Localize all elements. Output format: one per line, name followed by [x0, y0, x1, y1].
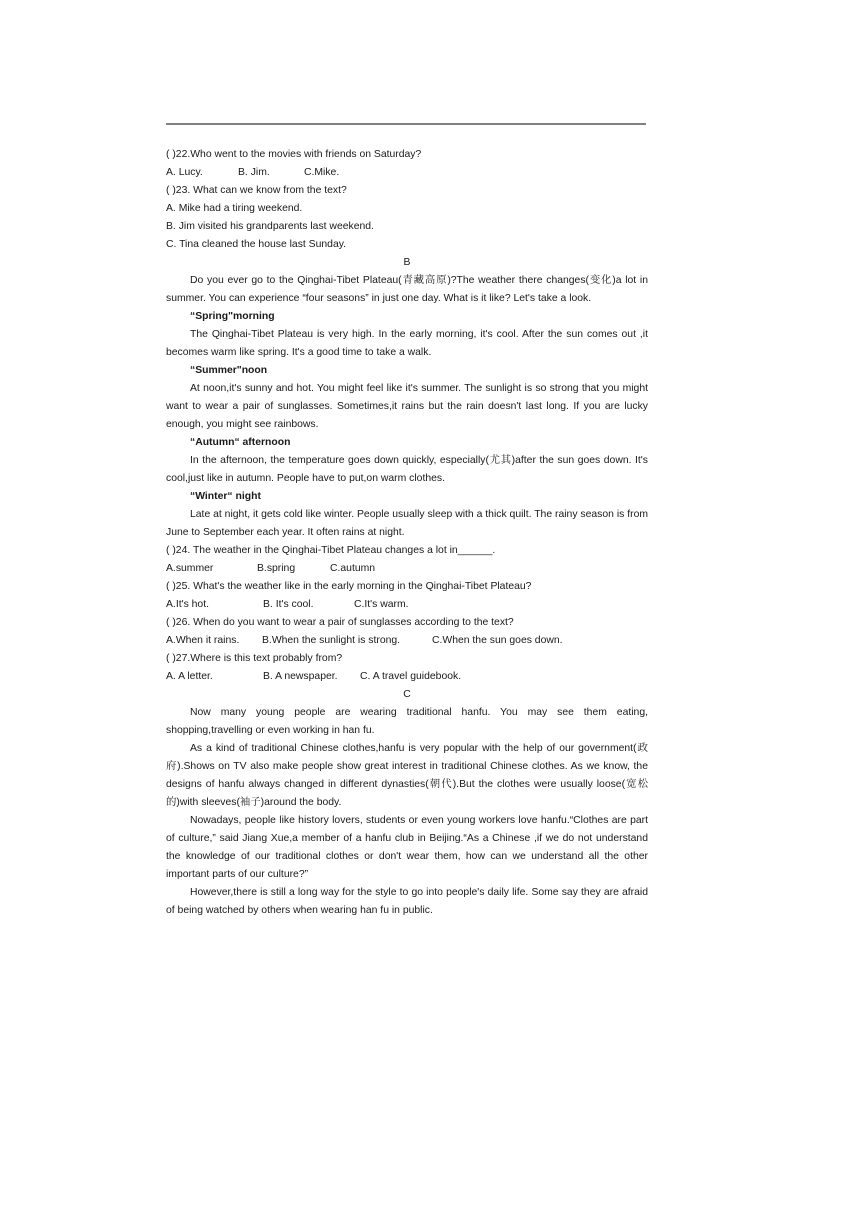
option-a: A.When it rains. — [166, 635, 240, 646]
option-a: A.summer — [166, 563, 214, 574]
header-rule — [166, 123, 646, 125]
option-a: A. A letter. — [166, 671, 213, 682]
question-23-option-a: A. Mike had a tiring weekend. — [166, 203, 303, 214]
option-a: A. Lucy. — [166, 167, 203, 178]
question-27-stem: ( )27.Where is this text probably from? — [166, 653, 343, 664]
question-23-option-c: C. Tina cleaned the house last Sunday. — [166, 239, 347, 250]
option-b: B.When the sunlight is strong. — [262, 635, 401, 646]
option-c: C.Mike. — [304, 167, 340, 178]
section-b-label: B — [403, 257, 411, 268]
section-c-label: C — [403, 689, 411, 700]
option-c: C.autumn — [330, 563, 376, 574]
option-b: B. A newspaper. — [263, 671, 338, 682]
autumn-paragraph: In the afternoon, the temperature goes down quickly, especially(尤其)after the sun goes down. It's cool,just like in autumn. People have to put,on warm clothes. — [166, 455, 648, 484]
question-26-options — [166, 632, 648, 650]
autumn-heading: “Autumn“ afternoon — [190, 437, 291, 448]
section-c-paragraph-3: Nowadays, people like history lovers, students or even young workers love hanfu.“Clothes are part of culture,” said Jiang Xue,a member of a hanfu club in Beijing.“As a Chinese ,if we do not understand the knowledge of our traditional clothes or don't wear them, how can we understand all the other important parts of our culture?” — [166, 815, 648, 880]
option-c: C.When the sun goes down. — [432, 635, 563, 646]
option-b: B.spring — [257, 563, 296, 574]
summer-paragraph: At noon,it's sunny and hot. You might feel like it's summer. The sunlight is so strong that you might want to wear a pair of sunglasses. Sometimes,it rains but the rain doesn't last long. If you are lucky enough, you might see rainbows. — [166, 383, 648, 430]
section-b-intro: Do you ever go to the Qinghai-Tibet Plateau(青藏高原)?The weather there changes(变化)a lot in summer. You can experience “four seasons” in just one day. What is it like? Let's take a look. — [166, 275, 648, 304]
question-23-stem: ( )23. What can we know from the text? — [166, 185, 347, 196]
option-c: C. A travel guidebook. — [360, 671, 462, 682]
question-26-stem: ( )26. When do you want to wear a pair of sunglasses according to the text? — [166, 617, 514, 628]
spring-heading: “Spring"morning — [190, 311, 275, 322]
section-c-paragraph-1: Now many young people are wearing traditional hanfu. You may see them eating, shopping,travelling or even working in han fu. — [166, 707, 648, 736]
option-c: C.It's warm. — [354, 599, 409, 610]
question-25-options — [166, 596, 648, 614]
winter-paragraph: Late at night, it gets cold like winter. People usually sleep with a thick quilt. The rainy season is from June to September each year. It often rains at night. — [166, 509, 648, 538]
option-a: A.It's hot. — [166, 599, 209, 610]
question-23-option-b: B. Jim visited his grandparents last weekend. — [166, 221, 374, 232]
question-22-stem: ( )22.Who went to the movies with friends on Saturday? — [166, 149, 422, 160]
question-27-options — [166, 668, 648, 686]
question-24-options — [166, 560, 648, 578]
spring-paragraph: The Qinghai-Tibet Plateau is very high. In the early morning, it's cool. After the sun comes out ,it becomes warm like spring. It's a good time to take a walk. — [166, 329, 648, 358]
exam-page — [166, 146, 648, 920]
option-b: B. Jim. — [238, 167, 270, 178]
section-c-paragraph-4: However,there is still a long way for the style to go into people's daily life. Some say they are afraid of being watched by others when wearing han fu in public. — [166, 887, 648, 916]
summer-heading: “Summer"noon — [190, 365, 268, 376]
option-b: B. It's cool. — [263, 599, 314, 610]
question-25-stem: ( )25. What's the weather like in the early morning in the Qinghai-Tibet Plateau? — [166, 581, 532, 592]
winter-heading: “Winter“ night — [190, 491, 261, 502]
question-22-options — [166, 164, 648, 182]
section-c-paragraph-2: As a kind of traditional Chinese clothes,hanfu is very popular with the help of our government(政府).Shows on TV also make people show great interest in traditional Chinese clothes. As we know, the designs of hanfu always changed in different dynasties(朝代).But the clothes were usually loose(宽松的)with sleeves(袖子)around the body. — [166, 743, 648, 808]
question-24-stem: ( )24. The weather in the Qinghai-Tibet Plateau changes a lot in______. — [166, 545, 496, 556]
